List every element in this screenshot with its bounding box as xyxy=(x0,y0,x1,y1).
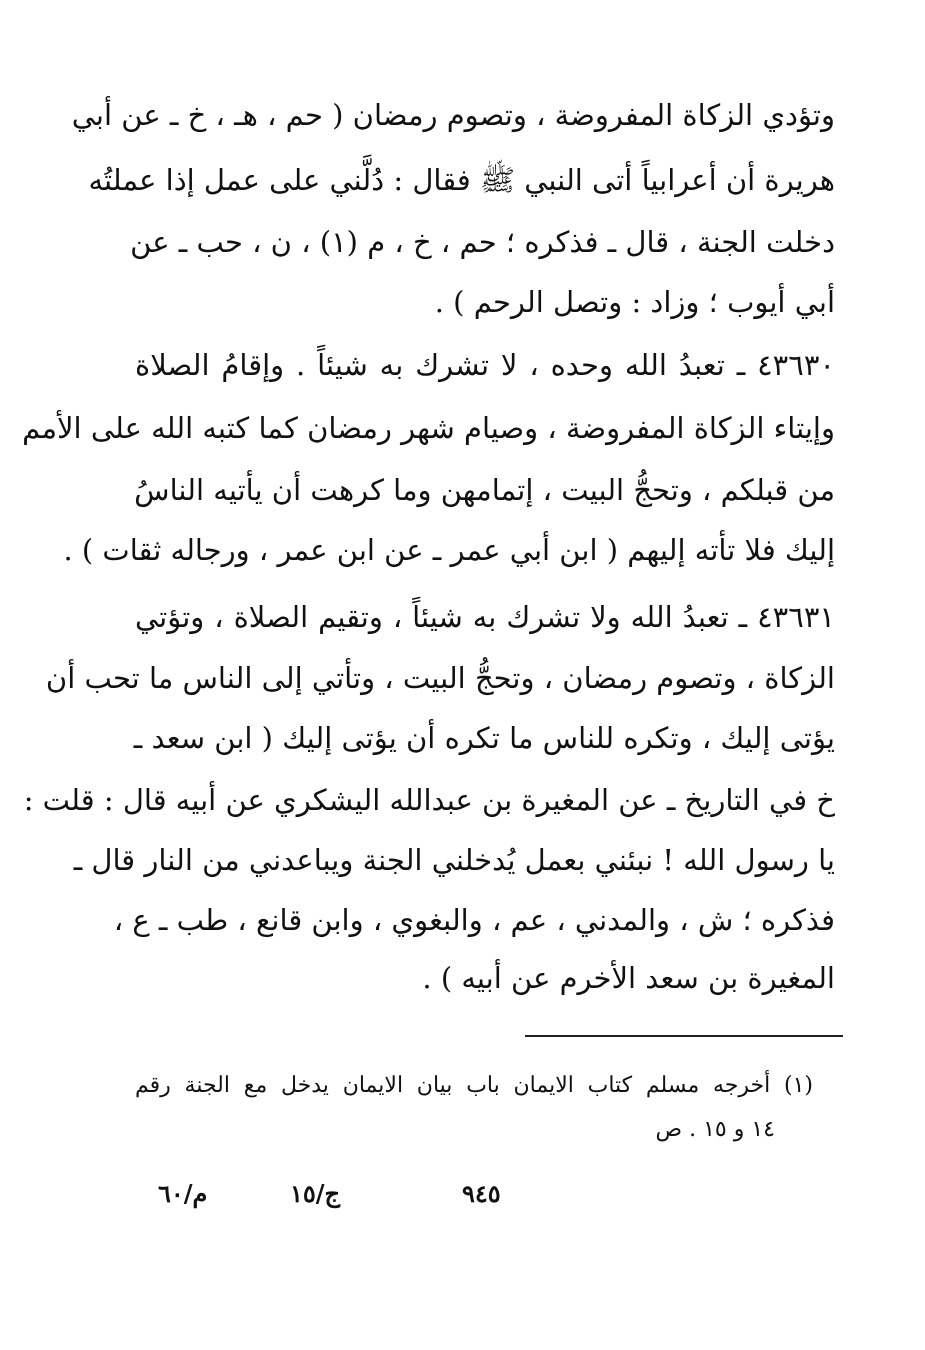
paragraph-3-line-4: خ في التاريخ ـ عن المغيرة بن عبدالله اليشكري عن أبيه قال : قلت : xyxy=(23,783,835,817)
paragraph-1-line-2: هريرة أن أعرابياً أتى النبي ﷺ فقال : دُلَّني على عمل إذا عملتُه xyxy=(88,163,835,197)
paragraph-2-line-2: وإيتاء الزكاة المفروضة ، وصيام شهر رمضان كما كتبه الله على الأمم xyxy=(22,411,835,445)
manuscript-reference: م/٦٠ xyxy=(158,1179,208,1208)
paragraph-1-line-4: أبي أيوب ؛ وزاد : وتصل الرحم ) . xyxy=(434,285,835,319)
footnote-line-1: (١) أخرجه مسلم كتاب الايمان باب بيان الايمان يدخل مع الجنة رقم xyxy=(135,1073,813,1098)
footnote-divider xyxy=(525,1035,843,1037)
paragraph-3-line-2: الزكاة ، وتصوم رمضان ، وتحجُّ البيت ، وتأتي إلى الناس ما تحب أن xyxy=(45,661,835,695)
page-number: ٩٤٥ xyxy=(462,1179,501,1208)
paragraph-2-line-3: من قبلكم ، وتحجُّ البيت ، إتمامهن وما كرهت أن يأتيه الناسُ xyxy=(134,473,835,507)
paragraph-3-line-3: يؤتى إليك ، وتكره للناس ما تكره أن يؤتى إليك ( ابن سعد ـ xyxy=(133,721,835,755)
paragraph-1-line-1: وتؤدي الزكاة المفروضة ، وتصوم رمضان ( حم ، هـ ، خ ـ عن أبي xyxy=(71,98,835,132)
volume-reference: ج/١٥ xyxy=(290,1179,341,1208)
footnote-line-2: ١٤ و ١٥ . ص xyxy=(655,1117,775,1142)
paragraph-3-line-6: فذكره ؛ ش ، والمدني ، عم ، والبغوي ، وابن قانع ، طب ـ ع ، xyxy=(113,903,835,937)
paragraph-3-line-5: يا رسول الله ! نبئني بعمل يُدخلني الجنة ويباعدني من النار قال ـ xyxy=(73,843,835,877)
paragraph-3-line-1: ٤٣٦٣١ ـ تعبدُ الله ولا تشرك به شيئاً ، وتقيم الصلاة ، وتؤتي xyxy=(135,600,835,634)
paragraph-2-line-1: ٤٣٦٣٠ ـ تعبدُ الله وحده ، لا تشرك به شيئاً . وإقامُ الصلاة xyxy=(135,348,835,382)
paragraph-1-line-3: دخلت الجنة ، قال ـ فذكره ؛ حم ، خ ، م (١) ، ن ، حب ـ عن xyxy=(130,225,835,259)
paragraph-3-line-7: المغيرة بن سعد الأخرم عن أبيه ) . xyxy=(422,961,835,995)
paragraph-2-line-4: إليك فلا تأته إليهم ( ابن أبي عمر ـ عن ابن عمر ، ورجاله ثقات ) . xyxy=(63,533,835,567)
